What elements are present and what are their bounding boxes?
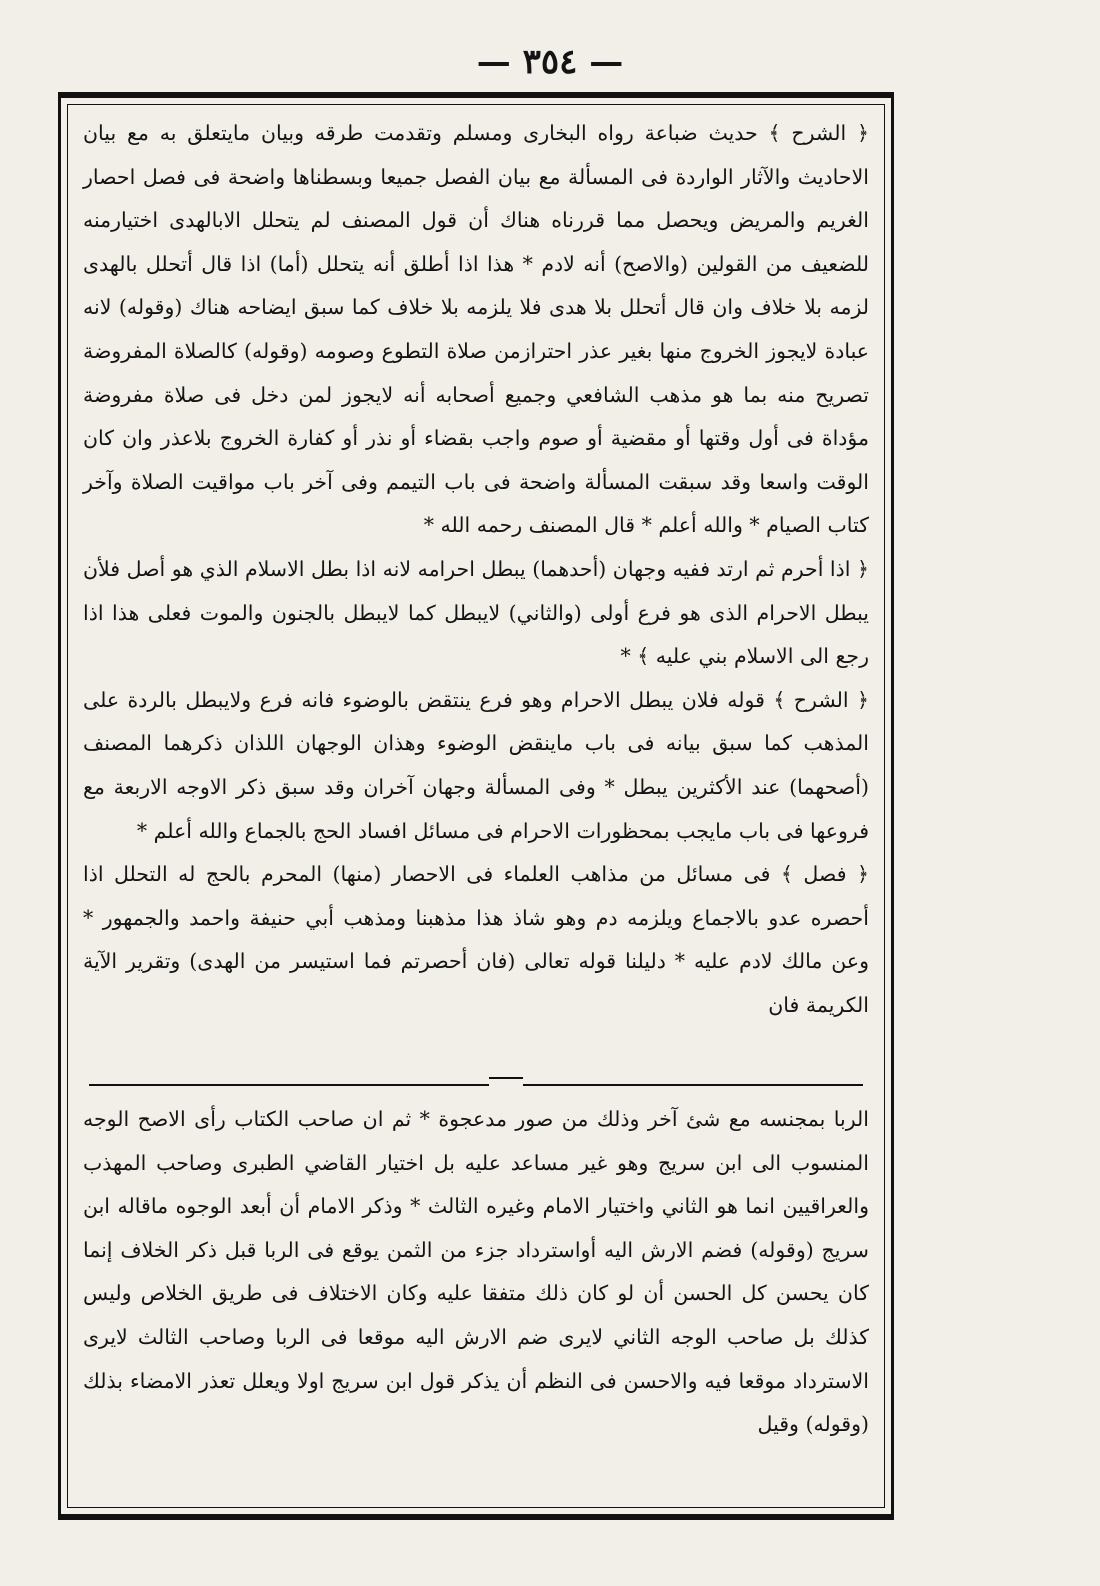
main-text	[83, 112, 869, 1072]
page-frame	[58, 92, 894, 1520]
main-paragraph-commentary-2: ﴿ الشرح ﴾ قوله فلان يبطل الاحرام وهو فرع ينتقض بالوضوء فانه فرع ولايبطل بالردة على المذهب كما سبق بيانه فى باب ماينقض الوضوء وهذان الوجهان اللذان ذكرهما المصنف (أصحهما) عند الأكثرين يبطل * وفى المسألة وجهان آخران وقد سبق ذكر الاوجه الاربعة مع فروعها فى باب مايجب بمحظورات الاحرام فى مسائل افساد الحج بالجماع والله أعلم *	[83, 687, 869, 843]
page-number: — ٣٥٤ —	[476, 42, 624, 82]
main-paragraph-apostasy: ﴿ اذا أحرم ثم ارتد ففيه وجهان (أحدهما) يبطل احرامه لانه اذا بطل الاسلام الذي هو أصل فلأن يبطل الاحرام الذى هو فرع أولى (والثاني) لايبطل كما لايبطل بالجنون والموت فعلى هذا اذا رجع الى الاسلام بني عليه ﴾ *	[83, 556, 869, 669]
footnote-separator	[89, 1084, 863, 1086]
footnote-text	[83, 1098, 869, 1498]
separator-mark	[489, 1077, 523, 1093]
main-paragraph-commentary: ﴿ الشرح ﴾ حديث ضباعة رواه البخارى ومسلم وتقدمت طرقه وبيان مايتعلق به مع بيان الاحاديث والآثار الواردة فى المسألة مع بيان الفصل جميعا وبسطناها واضحة فى فصل احصار الغريم والمريض ويحصل مما قررناه هناك أن قول المصنف لم يتحلل الابالهدى اختيارمنه للضعيف من القولين (والاصح) أنه لادم * هذا اذا أطلق أنه يتحلل (أما) اذا قال أتحلل بالهدى لزمه بلا خلاف وان قال أتحلل بلا هدى فلا يلزمه بلا خلاف كما سبق ايضاحه هناك (وقوله) لانه عبادة لايجوز الخروج منها بغير عذر احترازمن صلاة التطوع وصومه (وقوله) كالصلاة المفروضة تصريح منه بما هو مذهب الشافعي وجميع أصحابه أنه لايجوز لمن دخل فى صلاة مفروضة مؤداة فى أول وقتها أو مقضية أو صوم واجب بقضاء أو نذر أو كفارة الخروج بلاعذر وان كان الوقت واسعا وقد سبقت المسألة واضحة فى باب التيمم وفى آخر باب مواقيت الصلاة وآخر كتاب الصيام * والله أعلم * قال المصنف رحمه الله *	[83, 121, 869, 538]
main-paragraph-section: ﴿ فصل ﴾ فى مسائل من مذاهب العلماء فى الاحصار (منها) المحرم بالحج له التحلل اذا أحصره عدو بالاجماع ويلزمه دم وهو شاذ هذا مذهبنا ومذهب أبي حنيفة واحمد والجمهور * وعن مالك لادم عليه * دليلنا قوله تعالى (فان أحصرتم فما استيسر من الهدى) وتقرير الآية الكريمة فان	[83, 862, 869, 1017]
footnote-paragraph: الربا بمجنسه مع شئ آخر وذلك من صور مدعجوة * ثم ان صاحب الكتاب رأى الاصح الوجه المنسوب الى ابن سريج وهو غير مساعد عليه بل اختيار القاضي الطبرى وصاحب المهذب والعراقيين انما هو الثاني واختيار الامام وغيره الثالث * وذكر الامام أن أبعد الوجوه ماقاله ابن سريج (وقوله) فضم الارش اليه أواسترداد جزء من الثمن يوقع فى الربا قبل ذكر الخلاف إنما كان يحسن كل الحسن أن لو كان ذلك متفقا عليه وكان الاختلاف فى طريق الخلاص وليس كذلك بل صاحب الوجه الثاني لايرى ضم الارش اليه موقعا فى الربا وصاحب الثالث لايرى الاسترداد موقعا فيه والاحسن فى النظم أن يذكر قول ابن سريج اولا ويعلل تعذر الامضاء بذلك (وقوله) وقيل	[83, 1107, 869, 1437]
